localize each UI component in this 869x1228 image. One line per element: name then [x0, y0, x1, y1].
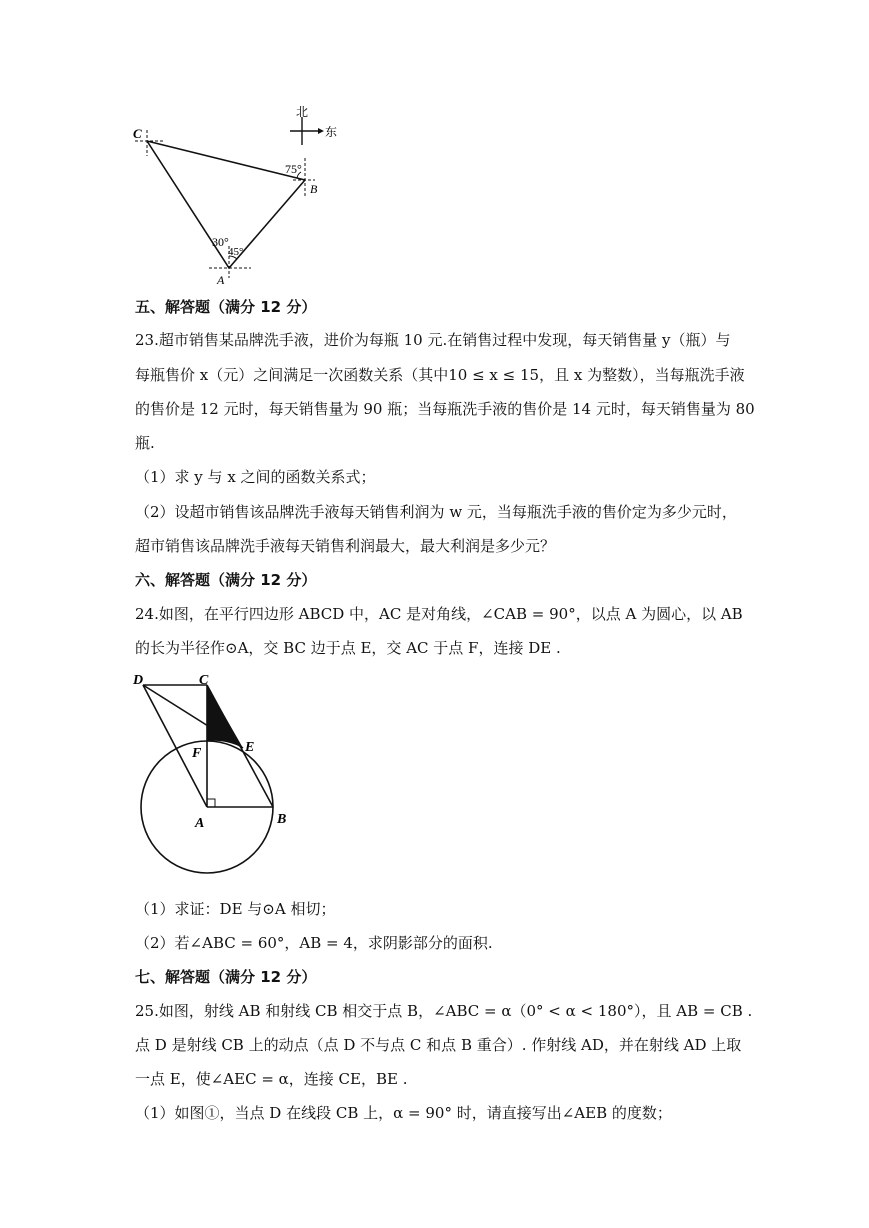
q23-part-2-line-1: （2）设超市销售该品牌洗手液每天销售利润为 w 元，当每瓶洗手液的售价定为多少元时，: [135, 503, 737, 521]
compass-north-label: 北: [296, 105, 309, 119]
q23-part-1: （1）求 y 与 x 之间的函数关系式；: [135, 468, 376, 486]
q24-line-2: 的长为半径作⊙A，交 BC 边于点 E，交 AC 于点 F，连接 DE .: [135, 639, 561, 657]
q23-line-4: 瓶.: [135, 434, 155, 452]
point-a-label: A: [195, 816, 205, 831]
point-f-label: F: [192, 746, 202, 761]
point-c-label: C: [133, 126, 142, 141]
point-b-label: B: [277, 812, 287, 827]
section-5-heading: 五、解答题（满分 12 分）: [135, 298, 317, 316]
q25-line-2: 点 D 是射线 CB 上的动点（点 D 不与点 C 和点 B 重合）. 作射线 AD，并在射线 AD 上取: [135, 1036, 742, 1054]
q23-line-2: 每瓶售价 x（元）之间满足一次函数关系（其中10 ≤ x ≤ 15，且 x 为整数），当每瓶洗手液: [135, 366, 745, 384]
section-7-heading: 七、解答题（满分 12 分）: [135, 968, 317, 986]
angle-a1-label: 30°: [212, 235, 229, 249]
point-d-label: D: [133, 673, 144, 688]
compass-icon: [290, 117, 324, 145]
q25-line-1: 25.如图，射线 AB 和射线 CB 相交于点 B，∠ABC = α（0° < α < 180°），且 AB = CB .: [135, 1002, 753, 1020]
parallelogram-circle-figure: [125, 668, 305, 883]
q25-line-3: 一点 E，使∠AEC = α，连接 CE，BE .: [135, 1070, 408, 1088]
q24-line-1: 24.如图，在平行四边形 ABCD 中，AC 是对角线，∠CAB = 90°，以点 A 为圆心，以 AB: [135, 605, 743, 623]
angle-b-label: 75°: [285, 162, 302, 176]
q23-line-1: 23.超市销售某品牌洗手液，进价为每瓶 10 元.在销售过程中发现，每天销售量 y（瓶）与: [135, 331, 731, 349]
bearing-triangle-figure: [125, 100, 355, 290]
q24-part-2: （2）若∠ABC = 60°，AB = 4，求阴影部分的面积.: [135, 934, 493, 952]
q23-line-3: 的售价是 12 元时，每天销售量为 90 瓶；当每瓶洗手液的售价是 14 元时，每天销售量为 80: [135, 400, 755, 418]
angle-a2-label: 45°: [228, 246, 244, 258]
point-c-label: C: [199, 673, 209, 688]
section-6-heading: 六、解答题（满分 12 分）: [135, 571, 317, 589]
point-b-label: B: [310, 182, 318, 196]
compass-east-label: 东: [325, 125, 338, 139]
q24-part-1: （1）求证：DE 与⊙A 相切；: [135, 900, 336, 918]
point-a-label: A: [217, 273, 225, 287]
q25-part-1: （1）如图①，当点 D 在线段 CB 上，α = 90° 时，请直接写出∠AEB 的度数；: [135, 1104, 672, 1122]
q23-part-2-line-2: 超市销售该品牌洗手液每天销售利润最大，最大利润是多少元？: [135, 537, 556, 555]
point-e-label: E: [245, 740, 255, 755]
